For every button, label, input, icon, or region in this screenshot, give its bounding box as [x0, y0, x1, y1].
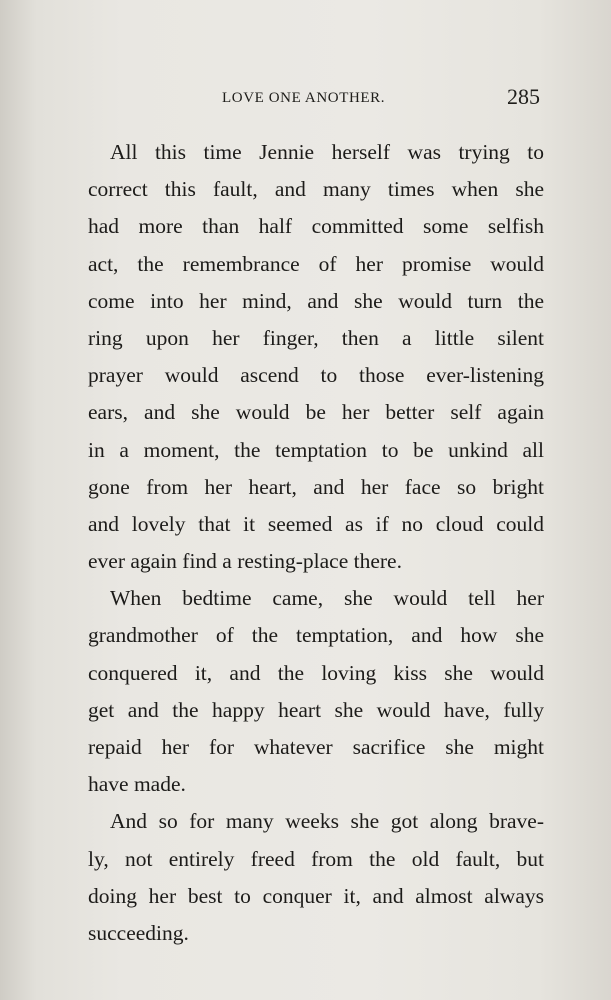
page-header [88, 84, 540, 116]
text-line: ever again find a resting-place there. [88, 549, 402, 574]
text-line: When bedtime came, she would tell her [110, 586, 544, 611]
text-line: in a moment, the temptation to be unkind all [88, 437, 544, 462]
page-number: 285 [507, 84, 540, 109]
text-line: ly, not entirely freed from the old fault, but [88, 846, 544, 871]
text-line: ears, and she would be her better self again [88, 400, 544, 425]
text-line: have made. [88, 772, 186, 797]
body-text [88, 134, 544, 952]
text-line: act, the remembrance of her promise would [88, 251, 544, 276]
text-line: correct this fault, and many times when she [88, 177, 544, 202]
text-line: grandmother of the temptation, and how she [88, 623, 544, 648]
text-line: repaid her for whatever sacrifice she might [88, 735, 544, 759]
text-line: conquered it, and the loving kiss she would [88, 660, 544, 685]
text-line: And so for many weeks she got along brave- [110, 809, 544, 834]
text-line: doing her best to conquer it, and almost always [88, 883, 544, 908]
text-line: ring upon her finger, then a little silent [88, 325, 544, 350]
text-line: had more than half committed some selfish [88, 214, 544, 239]
text-line: and lovely that it seemed as if no cloud could [88, 511, 544, 536]
text-line: get and the happy heart she would have, fully [88, 697, 544, 722]
text-line: come into her mind, and she would turn the [88, 288, 544, 313]
text-line: All this time Jennie herself was trying to [110, 140, 544, 164]
text-line: gone from her heart, and her face so bright [88, 474, 544, 499]
text-line: succeeding. [88, 920, 189, 945]
running-title: LOVE ONE ANOTHER. [222, 90, 386, 106]
text-line: prayer would ascend to those ever-listening [88, 363, 544, 388]
